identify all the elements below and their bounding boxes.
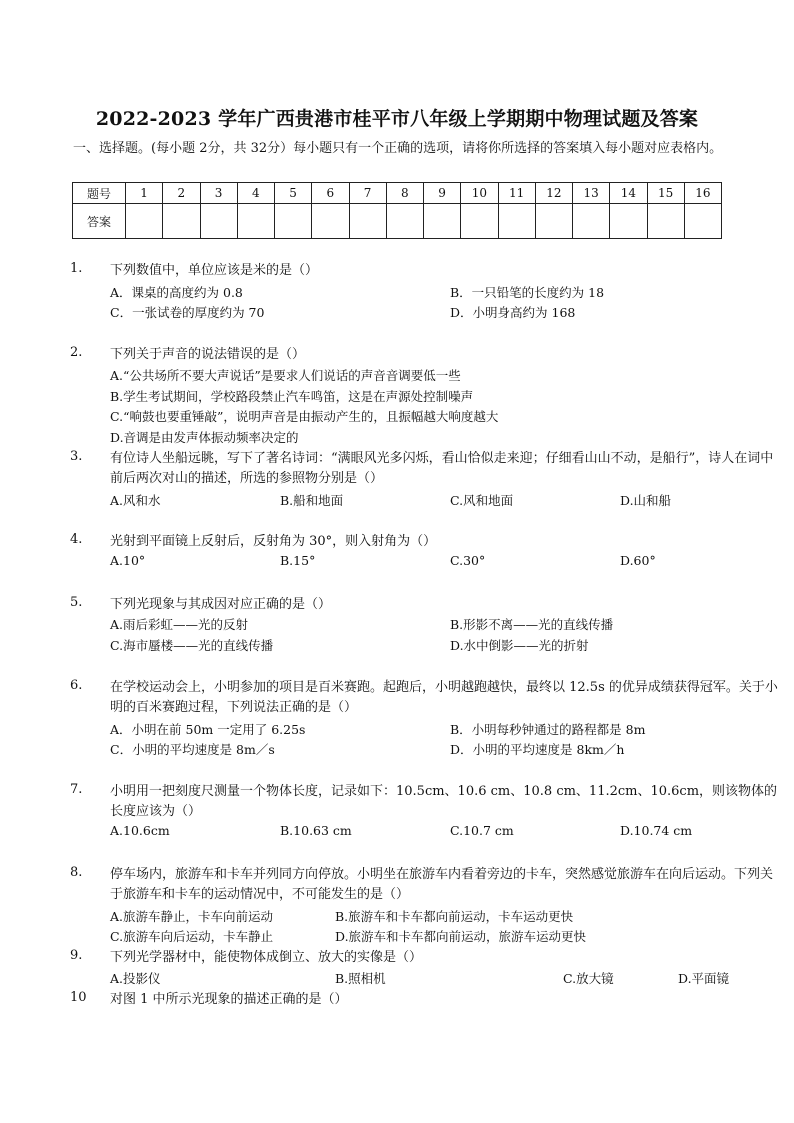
answer-table (72, 182, 722, 239)
question-number-cell: 14 (610, 183, 647, 204)
answer-cell[interactable] (461, 204, 498, 239)
question-number-cell: 9 (424, 183, 461, 204)
question-number: 10 (70, 990, 87, 1005)
answer-table-answer-row (73, 204, 722, 239)
option-c: C.10.7 cm (450, 823, 514, 838)
question-number: 7. (70, 782, 83, 797)
answer-cell[interactable] (535, 204, 572, 239)
question-number-cell: 13 (573, 183, 610, 204)
question-stem: 下列光学器材中，能使物体成倒立、放大的实像是（） (110, 950, 423, 965)
option-a: A.风和水 (110, 493, 161, 508)
answer-table-row-label: 答案 (73, 204, 126, 239)
option-c: C．小明的平均速度是 8m／s (110, 742, 275, 757)
option-d: D.音调是由发声体振动频率决定的 (110, 430, 299, 445)
answer-table-number-row (73, 183, 722, 204)
question-stem: 停车场内，旅游车和卡车并列同方向停放。小明坐在旅游车内看着旁边的卡车，突然感觉旅游车在向后运动。下列关于旅游车和卡车的运动情况中，不可能发生的是（） (110, 867, 774, 902)
question-stem: 有位诗人坐船远眺，写下了著名诗词：“满眼风光多闪烁，看山恰似走来迎；仔细看山山不动，是船行”，诗人在词中前后两次对山的描述，所选的参照物分别是（） (110, 451, 774, 486)
option-d: D.水中倒影——光的折射 (450, 638, 589, 653)
option-d: D.10.74 cm (620, 823, 693, 838)
question-number: 3. (70, 449, 83, 464)
option-b: B.15° (280, 553, 316, 568)
question-number-cell: 15 (647, 183, 684, 204)
question-number: 6. (70, 678, 83, 693)
option-c: C．一张试卷的厚度约为 70 (110, 305, 265, 320)
option-d: D.山和船 (620, 493, 672, 508)
option-a: A．小明在前 50m 一定用了 6.25s (110, 722, 306, 737)
answer-cell[interactable] (498, 204, 535, 239)
question-stem: 光射到平面镜上反射后，反射角为 30°，则入射角为（） (110, 534, 437, 549)
option-a: A.10.6cm (110, 823, 170, 838)
question-stem: 下列关于声音的说法错误的是（） (110, 347, 306, 362)
question-number: 9. (70, 948, 83, 963)
option-d: D.旅游车和卡车都向前运动，旅游车运动更快 (335, 929, 587, 944)
answer-cell[interactable] (200, 204, 237, 239)
question-number-cell: 8 (386, 183, 423, 204)
question-number-cell: 2 (163, 183, 200, 204)
question-number: 1. (70, 261, 83, 276)
option-c: C.“响鼓也要重锤敲”，说明声音是由振动产生的，且振幅越大响度越大 (110, 409, 499, 424)
answer-cell[interactable] (573, 204, 610, 239)
answer-cell[interactable] (126, 204, 163, 239)
question-number-cell: 6 (312, 183, 349, 204)
option-b: B.照相机 (335, 971, 386, 986)
option-a: A.旅游车静止，卡车向前运动 (110, 909, 274, 924)
answer-cell[interactable] (610, 204, 647, 239)
answer-cell[interactable] (275, 204, 312, 239)
option-c: C.海市蜃楼——光的直线传播 (110, 638, 274, 653)
option-b: B．一只铅笔的长度约为 18 (450, 285, 605, 300)
option-d: D．小明的平均速度是 8km／h (450, 742, 625, 757)
question-stem: 对图 1 中所示光现象的描述正确的是（） (110, 992, 348, 1007)
option-a: A．课桌的高度约为 0.8 (110, 285, 243, 300)
question-number-cell: 10 (461, 183, 498, 204)
answer-cell[interactable] (163, 204, 200, 239)
option-c: C.风和地面 (450, 493, 514, 508)
question-stem: 下列光现象与其成因对应正确的是（） (110, 597, 332, 612)
option-b: B.形影不离——光的直线传播 (450, 617, 614, 632)
option-b: B.10.63 cm (280, 823, 352, 838)
question-number: 8. (70, 865, 83, 880)
answer-cell[interactable] (237, 204, 274, 239)
question-number-cell: 1 (126, 183, 163, 204)
question-number-cell: 3 (200, 183, 237, 204)
option-c: C.放大镜 (563, 971, 614, 986)
option-a: A.投影仪 (110, 971, 161, 986)
question-number: 5. (70, 595, 83, 610)
question-stem: 下列数值中，单位应该是米的是（） (110, 263, 319, 278)
answer-cell[interactable] (684, 204, 721, 239)
question-number-cell: 5 (275, 183, 312, 204)
option-a: A.雨后彩虹——光的反射 (110, 617, 249, 632)
option-d: D．小明身高约为 168 (450, 305, 576, 320)
question-stem: 小明用一把刻度尺测量一个物体长度，记录如下：10.5cm、10.6 cm、10.8 cm、11.2cm、10.6cm，则该物体的长度应该为（） (110, 784, 778, 819)
option-b: B．小明每秒钟通过的路程都是 8m (450, 722, 646, 737)
question-number: 2. (70, 345, 83, 360)
option-a: A.10° (110, 553, 146, 568)
question-number-cell: 16 (684, 183, 721, 204)
section-intro: 一、选择题。(每小题 2分，共 32分）每小题只有一个正确的选项，请将你所选择的答案填入每小题对应表格内。 (73, 141, 723, 156)
option-c: C.30° (450, 553, 486, 568)
question-number-cell: 12 (535, 183, 572, 204)
question-stem: 在学校运动会上，小明参加的项目是百米赛跑。起跑后，小明越跑越快，最终以 12.5s 的优异成绩获得冠军。关于小明的百米赛跑过程，下列说法正确的是（） (110, 680, 778, 715)
option-d: D.60° (620, 553, 656, 568)
option-b: B.学生考试期间，学校路段禁止汽车鸣笛，这是在声源处控制噪声 (110, 389, 474, 404)
option-c: C.旅游车向后运动，卡车静止 (110, 929, 274, 944)
answer-cell[interactable] (349, 204, 386, 239)
option-d: D.平面镜 (678, 971, 730, 986)
question-number-cell: 4 (237, 183, 274, 204)
answer-cell[interactable] (424, 204, 461, 239)
answer-cell[interactable] (647, 204, 684, 239)
question-number: 4. (70, 532, 83, 547)
page-title: 2022-2023 学年广西贵港市桂平市八年级上学期期中物理试题及答案 (95, 108, 699, 130)
option-b: B.船和地面 (280, 493, 344, 508)
answer-cell[interactable] (386, 204, 423, 239)
option-b: B.旅游车和卡车都向前运动，卡车运动更快 (335, 909, 574, 924)
option-a: A.“公共场所不要大声说话”是要求人们说话的声音音调要低一些 (110, 368, 461, 383)
question-number-cell: 11 (498, 183, 535, 204)
answer-cell[interactable] (312, 204, 349, 239)
answer-table-row-label: 题号 (73, 183, 126, 204)
question-number-cell: 7 (349, 183, 386, 204)
